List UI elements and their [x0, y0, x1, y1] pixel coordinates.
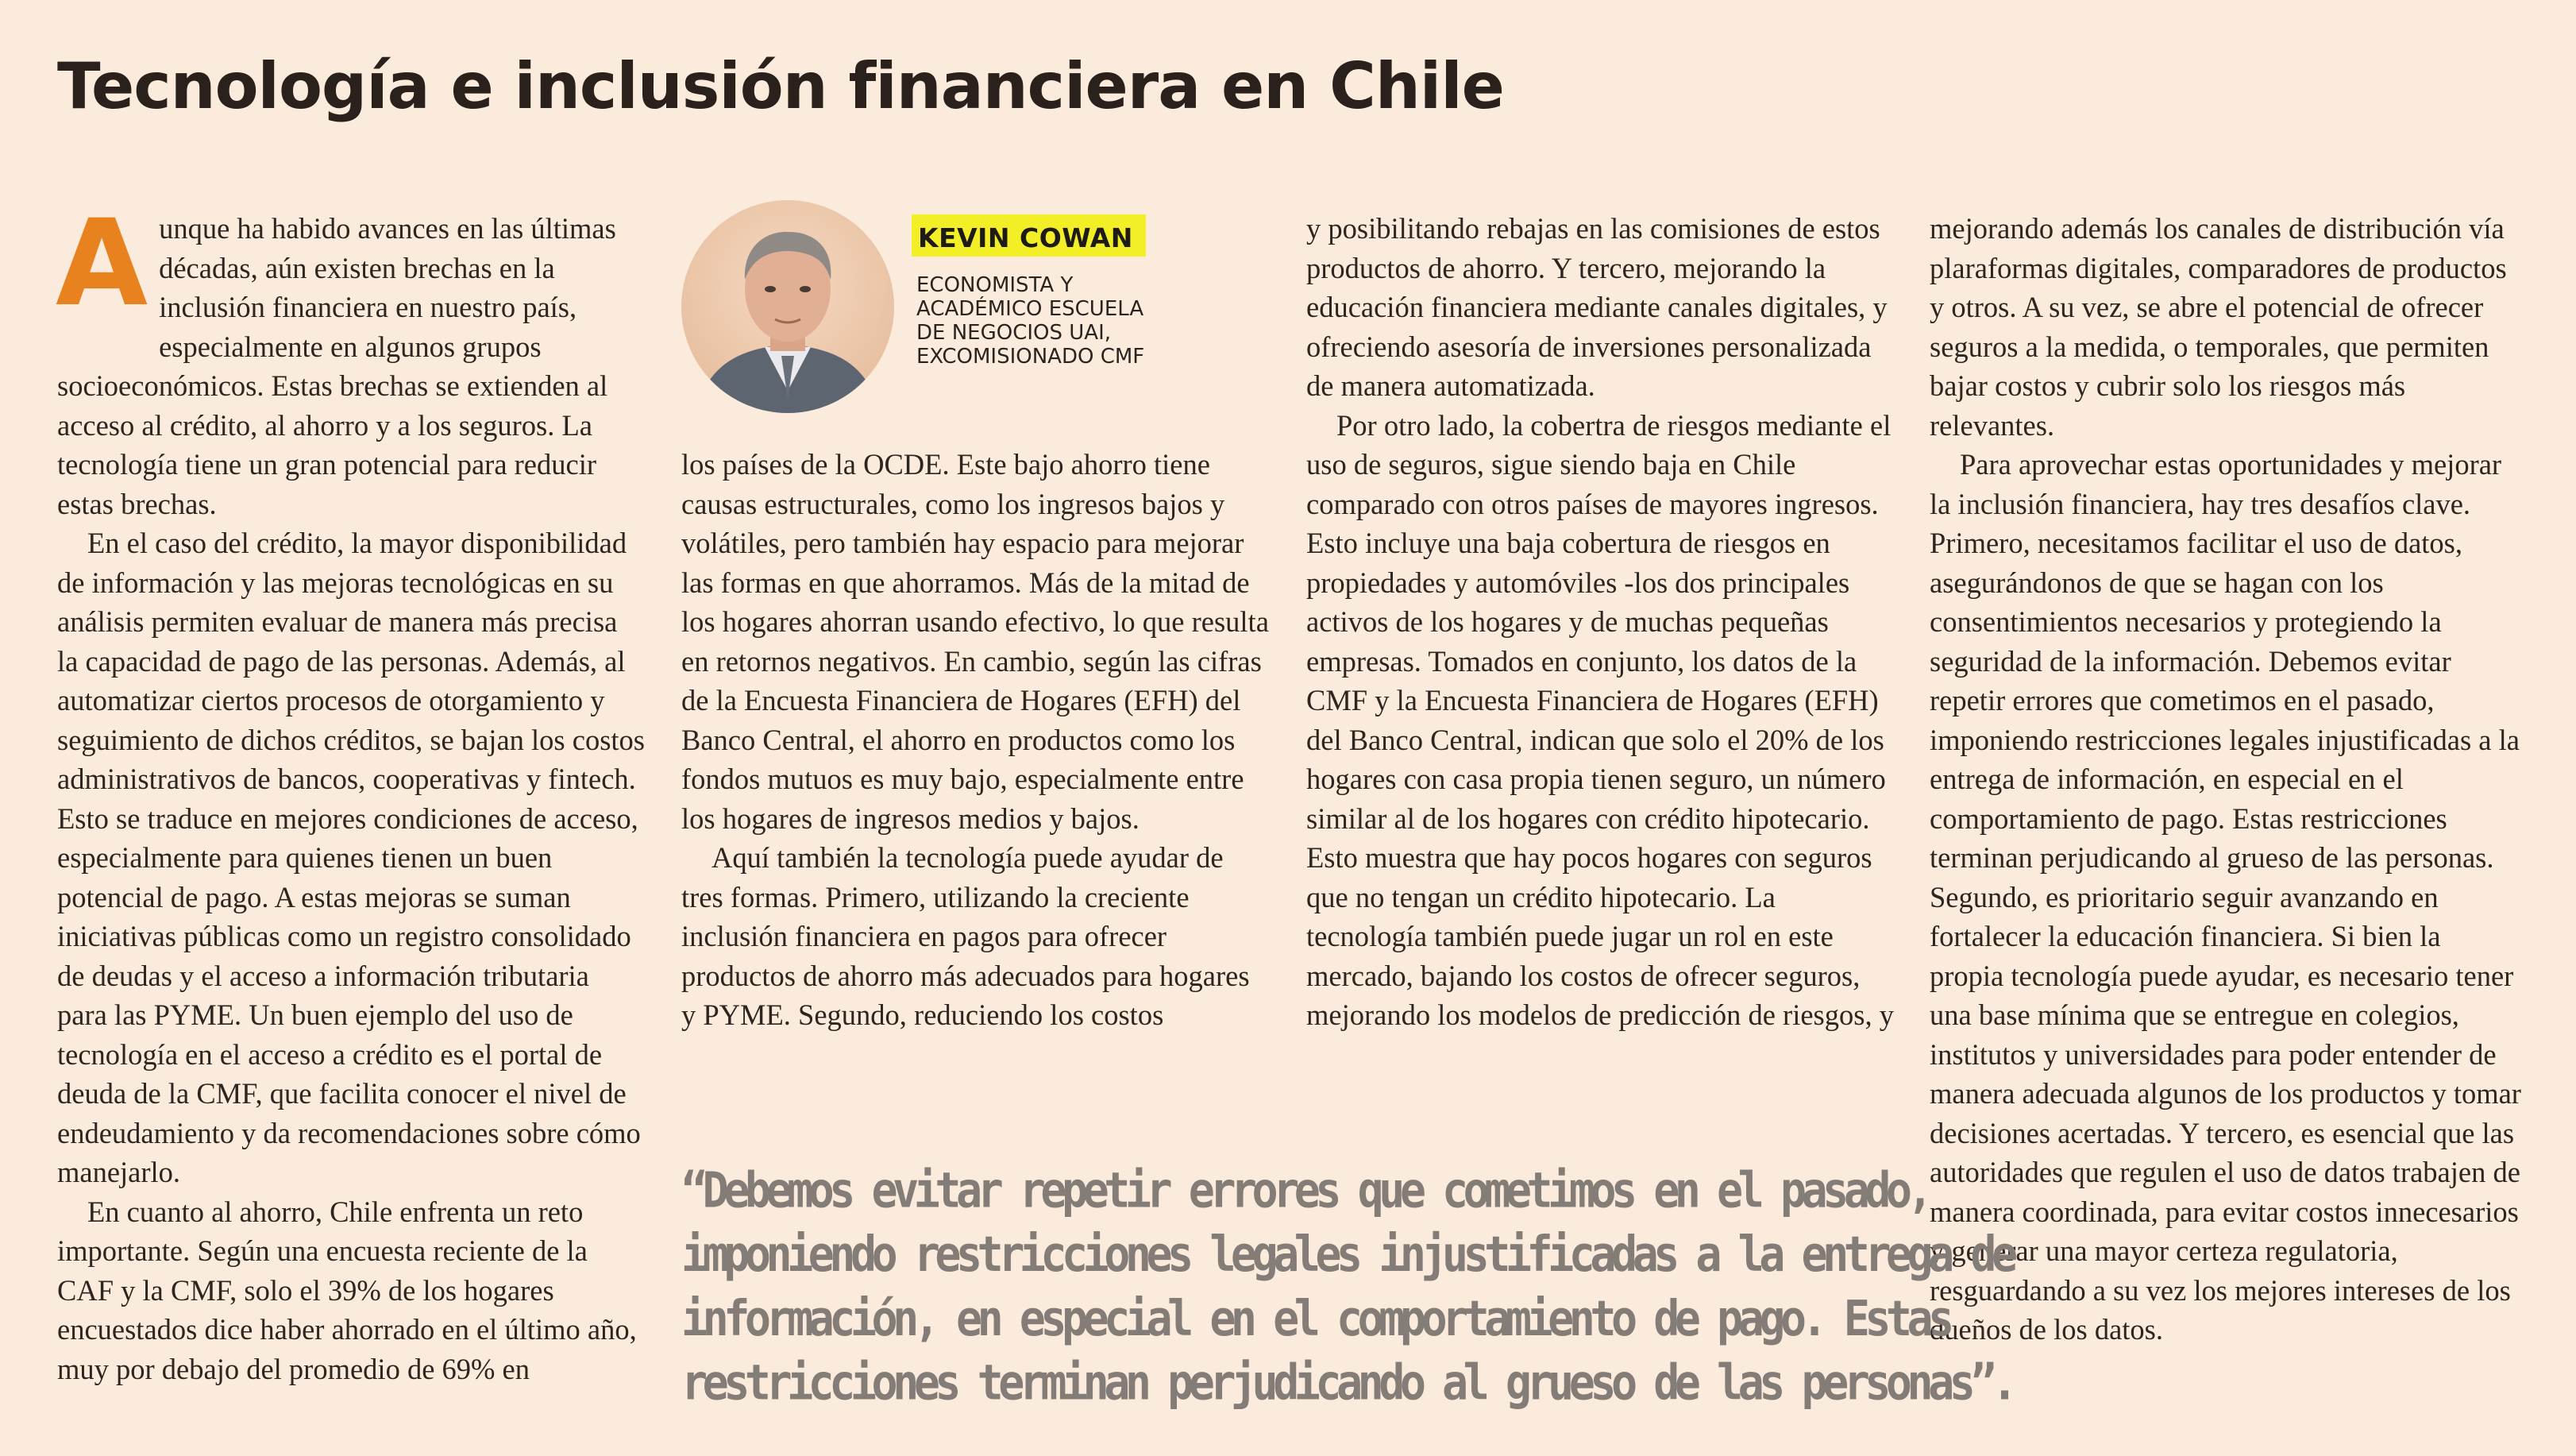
paragraph: los países de la OCDE. Este bajo ahorro tiene causas estructurales, como los ingresos bajos y volátiles, pero también hay espacio para mejorar las formas en que ahorramos. Más de la mitad de los hogares ahorran usando efectivo, lo que resulta en retornos negativos. En cambio, según las cifras de la Encuesta Financiera de Hogares (EFH) del Banco Central, el ahorro en productos como los fondos mutuos es muy bajo, especialmente entre los hogares de ingresos medios y bajos. — [681, 448, 1269, 835]
article-column-4 — [1930, 209, 2521, 1350]
author-photo — [681, 200, 894, 413]
article-column-1 — [56, 195, 645, 1388]
drop-cap: A — [56, 195, 148, 333]
paragraph: Por otro lado, la cobertra de riesgos mediante el uso de seguros, sigue siendo baja en Chile comparado con otros países de mayores ingresos. Esto incluye una baja cobertura de riesgos en propiedades y automóviles -los dos principales activos de los hogares y de muchas pequeñas empresas. Tomados en conjunto, los datos de la CMF y la Encuesta Financiera de Hogares (EFH) del Banco Central, indican que solo el 20% de los hogares con casa propia tienen seguro, un número similar al de los hogares con crédito hipotecario. Esto muestra que hay pocos hogares con seguros que no tengan un crédito hipotecario. La tecnología también puede jugar un rol en este mercado, bajando los costos de ofrecer seguros, mejorando los modelos de predicción de riesgos, y — [1306, 408, 1894, 1031]
author-name: KEVIN COWAN — [912, 214, 1146, 257]
article-column-2 — [681, 445, 1269, 1035]
paragraph: Aquí también la tecnología puede ayudar de tres formas. Primero, utilizando la creciente inclusión financiera en pagos para ofrecer productos de ahorro más adecuados para hogares y PYME. Segundo, reduciendo los costos — [681, 841, 1250, 1031]
pull-quote-line: restricciones terminan perjudicando al grueso de las personas”. — [681, 1354, 2013, 1412]
pull-quote-line: información, en especial en el comportamiento de pago. Estas — [681, 1289, 1949, 1347]
author-role-line: DE NEGOCIOS UAI, — [916, 321, 1112, 345]
author-role-line: ACADÉMICO ESCUELA — [916, 297, 1144, 321]
author-role-line: ECONOMISTA Y — [916, 273, 1074, 297]
paragraph: y posibilitando rebajas en las comisiones de estos productos de ahorro. Y tercero, mejorando la educación financiera mediante canales digitales, y ofreciendo asesoría de inversiones personalizada de manera automatizada. — [1306, 212, 1888, 402]
paragraph: Para aprovechar estas oportunidades y mejorar la inclusión financiera, hay tres desafíos clave. Primero, necesitamos facilitar el uso de datos, asegurándonos de que se hagan con los consentimientos necesarios y protegiendo la seguridad de la información. Debemos evitar repetir errores que cometimos en el pasado, imponiendo restricciones legales injustificadas a la entrega de información, en especial en el comportamiento de pago. Estas restricciones terminan perjudicando al grueso de las personas. Segundo, es prioritario seguir avanzando en fortalecer la educación financiera. Si bien la propia tecnología puede ayudar, es necesario tener una base mínima que se entregue en colegios, institutos y universidades para poder entender de manera adecuada algunos de los productos y tomar decisiones acertadas. Y tercero, es esencial que las autoridades que regulen el uso de datos trabajen de manera coordinada, para evitar costos innecesarios y generar una mayor certeza regulatoria, resguardando a su vez los mejores intereses de los dueños de los datos. — [1930, 448, 2521, 1346]
paragraph: unque ha habido avances en las últimas décadas, aún existen brechas en la inclusión financiera en nuestro país, especialmente en algunos grupos socioeconómicos. Estas brechas se extienden al acceso al crédito, al ahorro y a los seguros. La tecnología tiene un gran potencial para reducir estas brechas. — [57, 212, 616, 520]
pull-quote-line: imponiendo restricciones legales injustificadas a la entrega de — [681, 1226, 2013, 1283]
pull-quote-line: “Debemos evitar repetir errores que cometimos en el pasado, — [681, 1161, 1929, 1219]
article-headline: Tecnología e inclusión financiera en Chile — [57, 49, 1504, 123]
paragraph: mejorando además los canales de distribución vía plaraformas digitales, comparadores de productos y otros. A su vez, se abre el potencial de ofrecer seguros a la medida, o temporales, que permiten bajar costos y cubrir solo los riesgos más relevantes. — [1930, 212, 2507, 442]
author-role — [916, 273, 1250, 369]
author-role-line: EXCOMISIONADO CMF — [916, 345, 1145, 369]
pull-quote — [681, 1158, 2013, 1415]
article-column-3 — [1306, 209, 1898, 1035]
author-box — [681, 200, 1269, 415]
paragraph: En el caso del crédito, la mayor disponibilidad de información y las mejoras tecnológicas en su análisis permiten evaluar de manera más precisa la capacidad de pago de las personas. Además, al automatizar ciertos procesos de otorgamiento y seguimiento de dichos créditos, se bajan los costos administrativos de bancos, cooperativas y fintech. Esto se traduce en mejores condiciones de acceso, especialmente para quienes tienen un buen potencial de pago. A estas mejoras se suman iniciativas públicas como un registro consolidado de deudas y el acceso a información tributaria para las PYME. Un buen ejemplo del uso de tecnología en el acceso a crédito es el portal de deuda de la CMF, que facilita conocer el nivel de endeudamiento y da recomendaciones sobre cómo manejarlo. — [57, 527, 645, 1188]
paragraph: En cuanto al ahorro, Chile enfrenta un reto importante. Según una encuesta reciente de la CAF y la CMF, solo el 39% de los hogares encuestados dice haber ahorrado en el último año, muy por debajo del promedio de 69% en — [57, 1195, 637, 1385]
